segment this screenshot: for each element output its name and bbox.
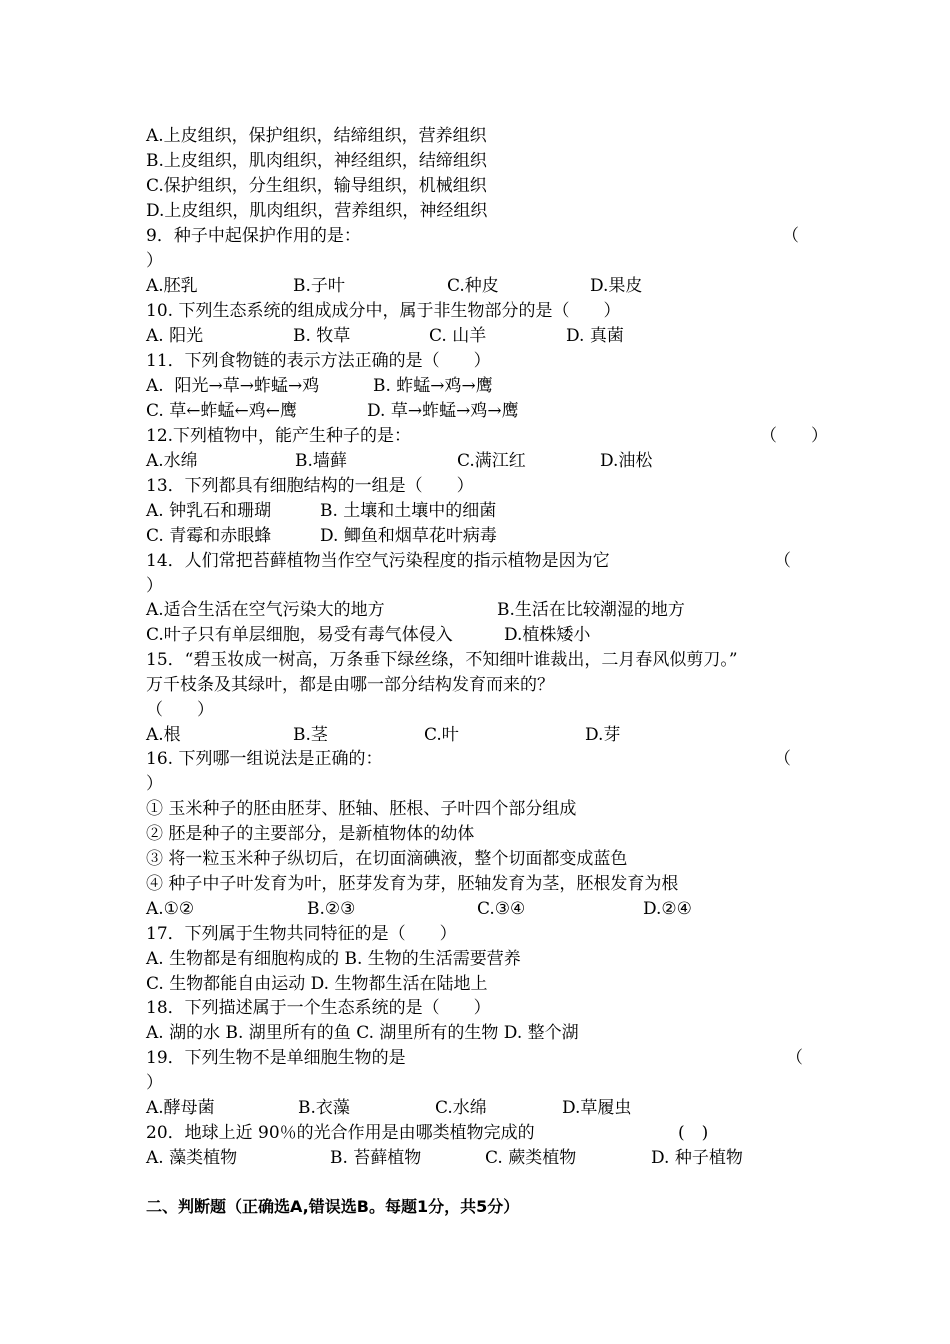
q9-paren-open: （: [782, 226, 799, 246]
q10-option-d: D. 真菌: [566, 326, 624, 346]
q19-option-c: C.水绵: [435, 1098, 487, 1118]
q19-option-d: D.草履虫: [562, 1098, 632, 1118]
q16-paren-open: （: [774, 749, 791, 769]
q13-options-row1: [146, 499, 806, 523]
q12-stem: 12.下列植物中，能产生种子的是：: [146, 426, 412, 446]
q17-options-row1: A. 生物都是有细胞构成的 B. 生物的生活需要营养: [146, 949, 521, 969]
q11-options-row1: [146, 374, 806, 398]
q16-statement-1: ① 玉米种子的胚由胚芽、胚轴、胚根、子叶四个部分组成: [146, 799, 577, 819]
q12-option-a: A.水绵: [146, 451, 198, 471]
q14-stem-line: [146, 549, 806, 573]
q14-stem: 14．人们常把苔藓植物当作空气污染程度的指示植物是因为它: [146, 551, 610, 571]
q16-option-b: B.②③: [307, 899, 356, 919]
q9-stem: 9．种子中起保护作用的是：: [146, 226, 361, 246]
q9-option-a: A.胚乳: [146, 276, 198, 296]
q20-option-c: C. 蕨类植物: [485, 1148, 577, 1168]
q15-stem-line2: 万千枝条及其绿叶，都是由哪一部分结构发育而来的？: [146, 675, 554, 695]
q19-stem: 19．下列生物不是单细胞生物的是: [146, 1048, 406, 1068]
q15-options: [146, 723, 806, 747]
q14-paren-open: （: [774, 551, 791, 571]
q19-options: [146, 1096, 806, 1120]
q14-paren-close: ）: [146, 576, 163, 596]
q11-option-b: B. 蚱蜢→鸡→鹰: [373, 376, 493, 396]
q14-option-b: B.生活在比较潮湿的地方: [497, 600, 685, 620]
q10-stem: 10. 下列生态系统的组成成分中，属于非生物部分的是（ ）: [146, 301, 621, 321]
q16-stem: 16. 下列哪一组说法是正确的：: [146, 749, 383, 769]
q20-options: [146, 1146, 806, 1170]
q16-option-a: A.①②: [146, 899, 195, 919]
q11-option-d: D. 草→蚱蜢→鸡→鹰: [367, 401, 519, 421]
q14-option-c: C.叶子只有单层细胞，易受有毒气体侵入: [146, 625, 453, 645]
q20-option-b: B. 苔藓植物: [330, 1148, 422, 1168]
q15-option-c: C.叶: [424, 725, 459, 745]
q19-paren-open: （: [786, 1048, 803, 1068]
q19-option-a: A.酵母菌: [146, 1098, 215, 1118]
q9-paren-close: ）: [146, 251, 163, 271]
q12-stem-line: [146, 424, 826, 448]
q14-option-d: D.植株矮小: [504, 625, 591, 645]
q10-option-b: B. 牧草: [293, 326, 351, 346]
q13-option-d: D. 鲫鱼和烟草花叶病毒: [320, 526, 497, 546]
q15-option-d: D.芽: [585, 725, 621, 745]
q9-option-c: C.种皮: [447, 276, 499, 296]
q16-option-d: D.②④: [643, 899, 692, 919]
q10-options: [146, 324, 806, 348]
q16-paren-close: ）: [146, 774, 163, 794]
q15-option-b: B.茎: [293, 725, 328, 745]
q19-stem-line: [146, 1046, 816, 1070]
q20-option-a: A. 藻类植物: [146, 1148, 238, 1168]
q13-options-row2: [146, 524, 806, 548]
q11-option-a: A. 阳光→草→蚱蜢→鸡: [146, 376, 320, 396]
q16-option-c: C.③④: [477, 899, 526, 919]
q9-stem-line: [146, 224, 806, 248]
q20-paren: ( ): [678, 1123, 709, 1143]
q16-stem-line: [146, 747, 806, 771]
q19-option-b: B.衣藻: [298, 1098, 350, 1118]
q11-options-row2: [146, 399, 806, 423]
q13-option-c: C. 青霉和赤眼蜂: [146, 526, 272, 546]
q11-stem: 11．下列食物链的表示方法正确的是（ ）: [146, 351, 491, 371]
q10-option-a: A. 阳光: [146, 326, 204, 346]
q15-option-a: A.根: [146, 725, 181, 745]
q9-option-b: B.子叶: [293, 276, 345, 296]
q9-options: [146, 274, 806, 298]
q12-option-d: D.油松: [600, 451, 653, 471]
q11-option-c: C. 草←蚱蜢←鸡←鹰: [146, 401, 297, 421]
q10-option-c: C. 山羊: [429, 326, 487, 346]
q13-option-b: B. 土壤和土壤中的细菌: [320, 501, 497, 521]
q8-option-d: D.上皮组织，肌肉组织，营养组织，神经组织: [146, 201, 488, 221]
q12-option-c: C.满江红: [457, 451, 526, 471]
q16-options: [146, 897, 806, 921]
q15-paren: （ ）: [146, 700, 214, 720]
q12-paren: （ ）: [760, 426, 828, 446]
q20-stem: 20．地球上近 90％的光合作用是由哪类植物完成的: [146, 1123, 535, 1143]
q16-statement-3: ③ 将一粒玉米种子纵切后，在切面滴碘液，整个切面都变成蓝色: [146, 849, 628, 869]
q15-stem-line1: 15．“碧玉妆成一树高，万条垂下绿丝绦，不知细叶谁裁出，二月春风似剪刀。”: [146, 650, 738, 670]
q17-options-row2: C. 生物都能自由运动 D. 生物都生活在陆地上: [146, 974, 488, 994]
q20-stem-line: [146, 1121, 806, 1145]
q14-option-a: A.适合生活在空气污染大的地方: [146, 600, 385, 620]
q18-stem: 18．下列描述属于一个生态系统的是（ ）: [146, 998, 491, 1018]
q16-statement-2: ② 胚是种子的主要部分，是新植物体的幼体: [146, 824, 475, 844]
q18-options: A. 湖的水 B. 湖里所有的鱼 C. 湖里所有的生物 D. 整个湖: [146, 1023, 579, 1043]
q8-option-a: A.上皮组织，保护组织，结缔组织，营养组织: [146, 126, 487, 146]
q12-option-b: B.墙藓: [295, 451, 347, 471]
q8-option-b: B.上皮组织，肌肉组织，神经组织，结缔组织: [146, 151, 487, 171]
q13-option-a: A. 钟乳石和珊瑚: [146, 501, 272, 521]
q20-option-d: D. 种子植物: [651, 1148, 743, 1168]
q12-options: [146, 449, 806, 473]
q14-options-row2: [146, 623, 806, 647]
section-2-heading: 二、判断题（正确选A,错误选B。每题1分，共5分）: [146, 1197, 520, 1216]
q8-option-c: C.保护组织，分生组织，输导组织，机械组织: [146, 176, 487, 196]
q17-stem: 17．下列属于生物共同特征的是（ ）: [146, 924, 457, 944]
q14-options-row1: [146, 598, 806, 622]
q19-paren-close: ）: [146, 1073, 163, 1093]
q13-stem: 13．下列都具有细胞结构的一组是（ ）: [146, 476, 474, 496]
q9-option-d: D.果皮: [590, 276, 643, 296]
q16-statement-4: ④ 种子中子叶发育为叶，胚芽发育为芽，胚轴发育为茎，胚根发育为根: [146, 874, 679, 894]
